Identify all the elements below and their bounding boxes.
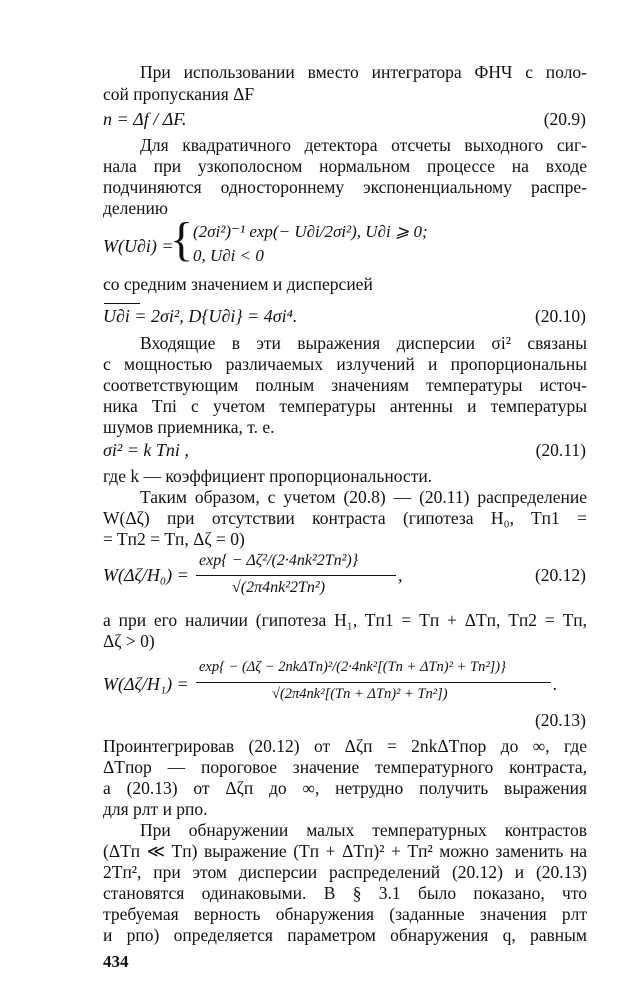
page-number: 434 (103, 952, 129, 971)
text-line: = Tп2 = Tп, Δζ = 0) (103, 529, 245, 549)
text-line: При обнаружении малых температурных контрастов (140, 820, 587, 840)
text-line: для pлт и pпо. (103, 799, 208, 819)
fraction-denominator: √(2π4nk²2Tп²) (232, 579, 326, 596)
equation-punct: , (398, 565, 403, 585)
fraction-numerator: exp{ − (Δζ − 2nkΔTп)²/(2·4nk²[(Tп + ΔTп)² + Tп²])} (199, 659, 506, 675)
text-line: Таким образом, с учетом (20.8) — (20.11) распределение (140, 487, 587, 507)
text-line: требуемая верность обнаружения (заданные значения pлт (103, 904, 587, 924)
text-line: а (20.13) от Δζп до ∞, нетрудно получить выражения (103, 778, 587, 798)
brace-symbol: { (170, 213, 194, 266)
text-line: ника Tпi с учетом температуры антенны и температуры (103, 396, 587, 416)
text-line: с мощностью различаемых излучений и пропорциональны (103, 354, 587, 374)
text-line: со средним значением и дисперсией (103, 274, 373, 294)
equation-number: (20.13) (534, 710, 586, 730)
text-line: и pпо) определяется параметром обнаружения q, равным (103, 925, 587, 945)
text-line: становятся одинаковыми. В § 3.1 было показано, что (103, 883, 587, 903)
text-line: (ΔTп ≪ Tп) выражение (Tп + ΔTп)² + Tп² можно заменить на (103, 841, 587, 861)
fraction-bar (196, 575, 396, 576)
equation-number: (20.9) (543, 109, 586, 129)
equation-20-11: σi² = k Tпi , (103, 440, 189, 460)
fraction-denominator: √(2π4nk²[(Tп + ΔTп)² + Tп²]) (272, 686, 448, 702)
text-line: 2Tп², при этом дисперсии распределений (20.12) и (20.13) (103, 862, 587, 882)
equation-number: (20.11) (535, 440, 586, 460)
equation-20-12-lhs: W(Δζ/H₀) = (103, 565, 189, 585)
equation-w-case1: (2σi²)⁻¹ exp(− U∂i/2σi²), U∂i ⩾ 0; (193, 222, 428, 241)
text-line: Входящие в эти выражения дисперсии σi² связаны (140, 333, 587, 353)
text-line: подчиняются одностороннему экспоненциальному распре- (103, 177, 587, 197)
equation-20-10: U∂i = 2σi², D{U∂i} = 4σi⁴. (103, 306, 298, 326)
text-line: где k — коэффициент пропорциональности. (103, 466, 433, 486)
text-line: а при его наличии (гипотеза H₁, Tп1 = Tп + ΔTп, Tп2 = Tп, (103, 610, 587, 630)
fraction-bar (196, 682, 551, 683)
equation-w-lhs: W(U∂i) = (103, 236, 174, 256)
equation-punct: . (553, 674, 558, 694)
text-line: соответствующим полным значениям температуры источ- (103, 375, 587, 395)
fraction-numerator: exp{ − Δζ²/(2·4nk²2Tп²)} (199, 552, 359, 569)
text-line: Δζ > 0) (103, 631, 155, 651)
equation-20-13-lhs: W(Δζ/H₁) = (103, 674, 189, 694)
equation-20-9: n = Δf / ΔF. (103, 109, 187, 129)
text-line: Проинтегрировав (20.12) от Δζп = 2nkΔTпор до ∞, где (103, 736, 587, 756)
text-line: шумов приемника, т. е. (103, 417, 275, 437)
text-line: ΔTпор — пороговое значение температурного контраста, (103, 757, 587, 777)
equation-w-case2: 0, U∂i < 0 (193, 246, 264, 265)
text-line: При использовании вместо интегратора ФНЧ с поло- (140, 62, 587, 82)
equation-number: (20.10) (534, 306, 586, 326)
text-line: нала при узкополосном нормальном процессе на входе (103, 156, 587, 176)
text-line: W(Δζ) при отсутствии контраста (гипотеза H₀, Tп1 = (103, 508, 587, 528)
text-line: Для квадратичного детектора отсчеты выходного сиг- (140, 135, 587, 155)
overline (104, 303, 140, 304)
text-line: делению (103, 198, 168, 218)
text-line: сой пропускания ΔF (103, 84, 255, 104)
equation-number: (20.12) (534, 565, 586, 585)
